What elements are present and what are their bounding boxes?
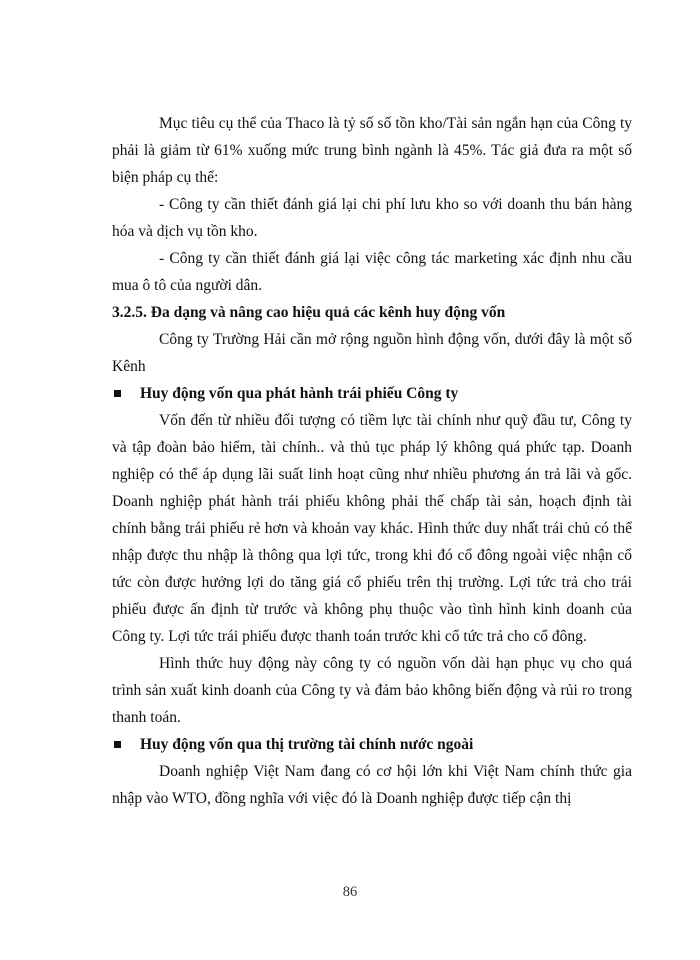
paragraph-measure-marketing: - Công ty cần thiết đánh giá lại việc công tác marketing xác định nhu cầu mua ô tô của người dân. <box>112 250 632 294</box>
paragraph-wto: Doanh nghiệp Việt Nam đang có cơ hội lớn khi Việt Nam chính thức gia nhập vào WTO, đồng nghĩa với việc đó là Doanh nghiệp được tiếp cận thị <box>112 763 632 807</box>
paragraph-bond-sources: Vốn đến từ nhiều đối tượng có tiềm lực tài chính như quỹ đầu tư, Công ty và tập đoàn bảo hiểm, tài chính.. và thủ tục pháp lý không quá phức tạp. Doanh nghiệp có thể áp dụng lãi suất linh hoạt cũng như nhiều phương án trả lãi và gốc. Doanh nghiệp phát hành trái phiếu không phải thế chấp tài sản, hoạch định tài chính bằng trái phiếu rẻ hơn và khoản vay khác. Hình thức duy nhất trái chủ có thể nhập được thu nhập là thông qua lợi tức, trong khi đó cổ đông ngoài việc nhận cổ tức còn được hưởng lợi do tăng giá cổ phiếu trên thị trường. Lợi tức trả cho trái phiếu được ấn định từ trước và không phụ thuộc vào tình hình kinh doanh của Công ty. Lợi tức trái phiếu được thanh toán trước khi cổ tức trả cho cổ đông. <box>112 412 632 645</box>
page-number: 86 <box>342 884 358 900</box>
bullet-heading-foreign-market-text: Huy động vốn qua thị trường tài chính nước ngoài <box>140 736 474 753</box>
paragraph-channels-intro: Công ty Trường Hải cần mở rộng nguồn hình động vốn, dưới đây là một số Kênh <box>112 331 632 375</box>
bullet-heading-bonds <box>112 380 632 407</box>
paragraph-measure-storage-cost: - Công ty cần thiết đánh giá lại chi phí lưu kho so với doanh thu bán hàng hóa và dịch vụ tồn kho. <box>112 196 632 240</box>
square-bullet-icon <box>114 741 121 748</box>
document-body <box>112 110 632 812</box>
bullet-heading-foreign-market <box>112 731 632 758</box>
bullet-heading-bonds-text: Huy động vốn qua phát hành trái phiếu Công ty <box>140 385 459 402</box>
section-heading-3-2-5: 3.2.5. Đa dạng và nâng cao hiệu quả các kênh huy động vốn <box>112 304 506 321</box>
paragraph-thaco-target: Mục tiêu cụ thể của Thaco là tỷ số số tồn kho/Tài sản ngắn hạn của Công ty phải là giảm từ 61% xuống mức trung bình ngành là 45%. Tác giả đưa ra một số biện pháp cụ thể: <box>112 115 632 186</box>
square-bullet-icon <box>114 390 121 397</box>
paragraph-bond-benefit: Hình thức huy động này công ty có nguồn vốn dài hạn phục vụ cho quá trình sản xuất kinh doanh của Công ty và đảm bảo không biến động và rủi ro trong thanh toán. <box>112 655 632 726</box>
